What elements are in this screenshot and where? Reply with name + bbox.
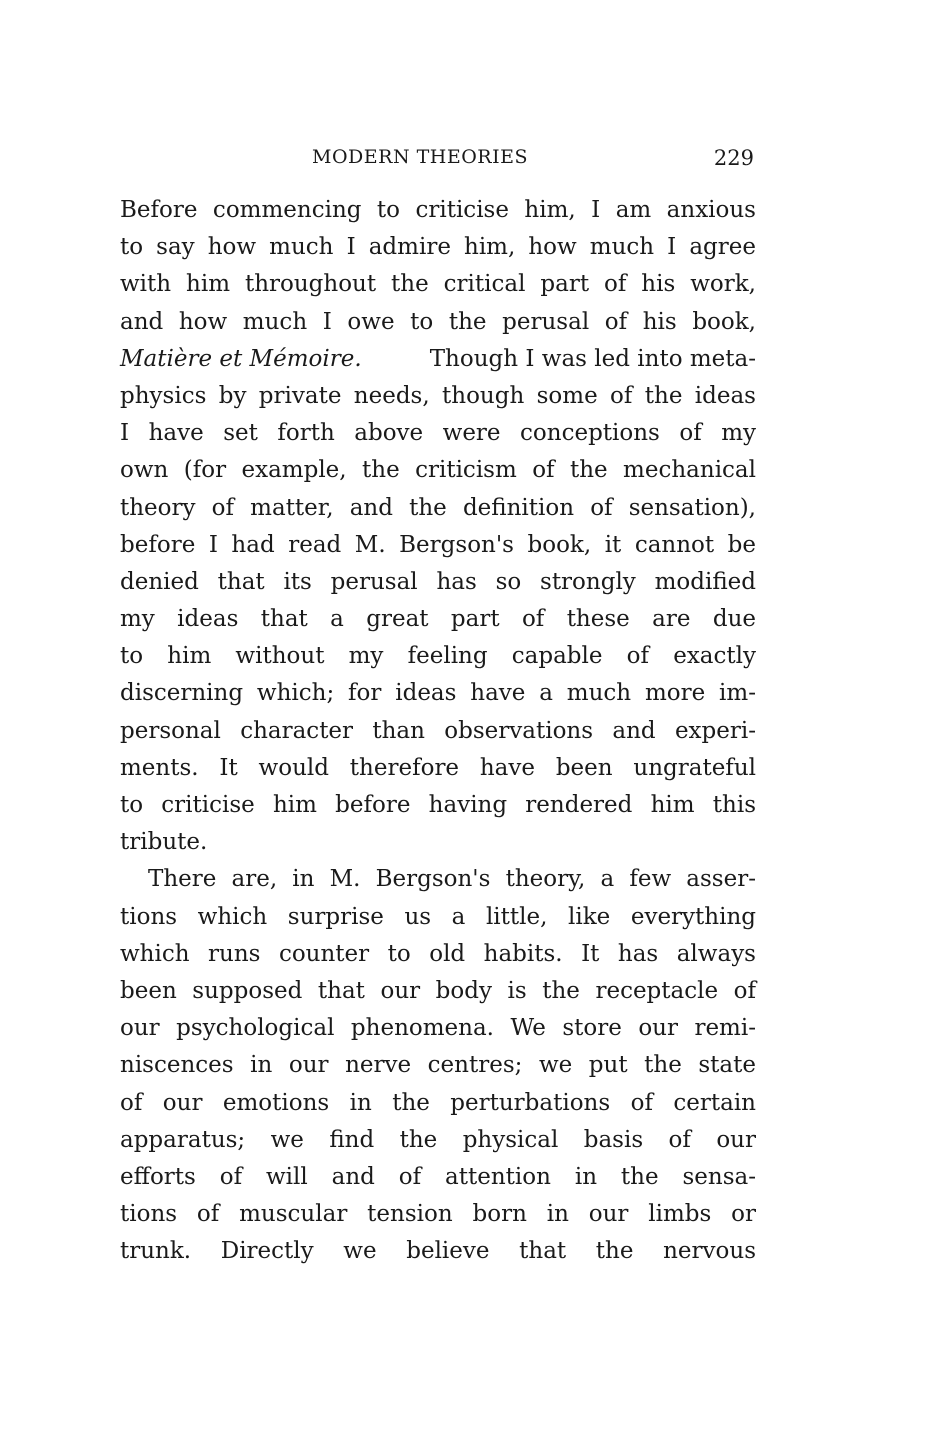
page-body	[120, 192, 756, 1270]
text-line	[120, 341, 756, 378]
text-line: which runs counter to old habits. It has always	[120, 940, 756, 967]
text-line: our psychological phenomena. We store our remi-	[120, 1015, 756, 1042]
text-line: before I had read M. Bergson's book, it cannot be	[120, 531, 756, 558]
text-line: efforts of will and of attention in the sensa-	[120, 1163, 756, 1190]
running-header	[120, 146, 760, 176]
text-line: tions which surprise us a little, like everything	[120, 903, 756, 930]
text-line: and how much I owe to the perusal of his book,	[120, 308, 756, 335]
text-line: personal character than observations and experi-	[120, 717, 756, 744]
text-line-rest: Though I was led into meta-	[429, 345, 756, 372]
book-title: Matière et Mémoire.	[120, 345, 362, 372]
text-line: of our emotions in the perturbations of certain	[120, 1089, 756, 1116]
text-line: Before commencing to criticise him, I am anxious	[120, 197, 756, 223]
text-line: discerning which; for ideas have a much more im-	[120, 680, 756, 707]
text-line: to criticise him before having rendered him this	[120, 792, 756, 818]
paragraph-2	[120, 861, 756, 1270]
text-line: I have set forth above were conceptions of my	[120, 420, 756, 447]
text-line: There are, in M. Bergson's theory, a few asser-	[148, 866, 756, 893]
text-line: been supposed that our body is the receptacle of	[120, 977, 756, 1004]
text-line: to him without my feeling capable of exactly	[120, 643, 756, 670]
page-number: 229	[713, 146, 754, 170]
text-line: tribute.	[120, 829, 208, 856]
text-line: theory of matter, and the definition of sensation),	[120, 494, 756, 521]
text-line: tions of muscular tension born in our limbs or	[120, 1201, 756, 1228]
text-line: trunk. Directly we believe that the nervous	[120, 1238, 756, 1265]
text-line: my ideas that a great part of these are due	[120, 606, 756, 633]
text-line: ments. It would therefore have been ungrateful	[120, 754, 756, 781]
text-line: niscences in our nerve centres; we put the state	[120, 1052, 756, 1079]
paragraph-1	[120, 192, 756, 861]
text-line: apparatus; we find the physical basis of our	[120, 1126, 756, 1153]
text-line: with him throughout the critical part of his work,	[120, 271, 756, 298]
text-line: denied that its perusal has so strongly modified	[120, 568, 756, 595]
running-title: MODERN THEORIES	[312, 146, 528, 168]
text-line: physics by private needs, though some of the ideas	[120, 382, 756, 409]
text-line: to say how much I admire him, how much I agree	[120, 234, 756, 261]
text-line: own (for example, the criticism of the mechanical	[120, 457, 756, 484]
